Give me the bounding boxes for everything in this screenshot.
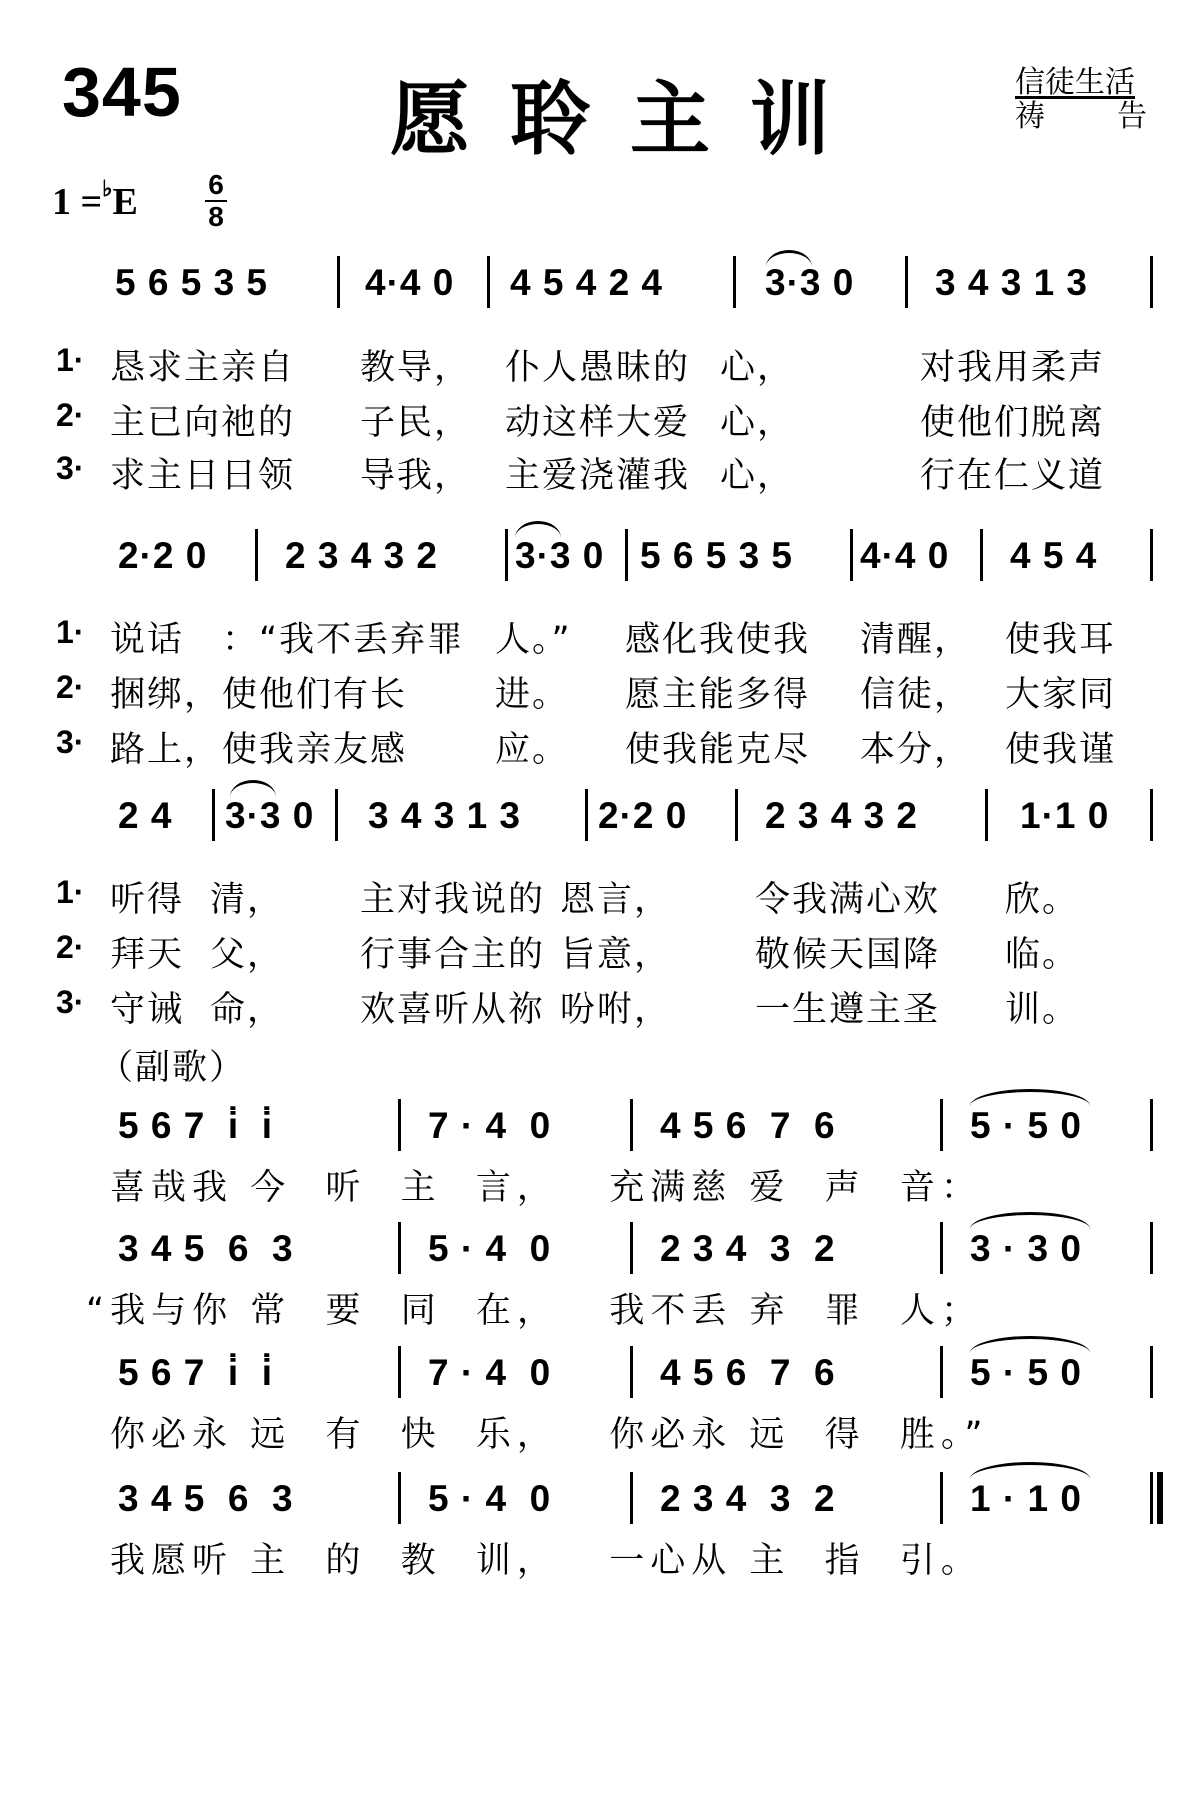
slur-mark (515, 521, 561, 538)
measure-notes: 5 · 5 0 (970, 1105, 1082, 1146)
barline (1150, 529, 1153, 581)
barline (630, 1222, 633, 1274)
barline (735, 789, 738, 841)
measure-notes: 4 5 6 7 6 (660, 1105, 836, 1146)
lyric-segment: 愿主能多得 (625, 675, 811, 715)
lyric-segment: 感化我使我 (625, 620, 811, 660)
barline (398, 1222, 401, 1274)
barline (905, 256, 908, 308)
barline (337, 256, 340, 308)
time-signature (205, 169, 227, 232)
verse-number: 1· (56, 874, 85, 910)
barline (335, 789, 338, 841)
lyric-segment: 人。” (495, 620, 572, 660)
barline (487, 256, 490, 308)
lyric-segment: 说话 (110, 620, 185, 660)
verse-number: 1· (56, 614, 85, 650)
barline (625, 529, 628, 581)
barline (940, 1222, 943, 1274)
key-note: E (112, 181, 138, 223)
measure-notes: 3 4 5 6 3 (118, 1478, 294, 1519)
chorus-lyrics: 喜哉我 今 听 主 言， 充满慈 爱 声 音： (110, 1168, 982, 1208)
final-barline (1157, 1472, 1163, 1524)
verse-number: 2· (56, 669, 85, 705)
lyric-segment: 本分， (860, 730, 972, 770)
lyric-segment: 仆人愚昧的 (505, 348, 691, 388)
lyric-segment: 一生遵主圣 (755, 990, 941, 1030)
verse-number: 1· (56, 342, 85, 378)
barline (212, 789, 215, 841)
lyric-segment: 主对我说的 (360, 880, 546, 920)
lyric-segment: 求主日日领 (110, 456, 296, 496)
category-line-1: 信徒生活 (1015, 65, 1135, 100)
lyric-segment: 行事合主的 (360, 935, 546, 975)
lyric-segment: 应。 (495, 730, 570, 770)
hymn-number: 345 (62, 53, 182, 131)
measure-notes: 4 5 6 7 6 (660, 1352, 836, 1393)
lyric-segment: 心， (720, 403, 795, 443)
lyric-segment: 动这样大爱 (505, 403, 691, 443)
lyric-segment: 拜天 (110, 935, 185, 975)
meter-top: 6 (208, 169, 224, 200)
flat-icon: ♭ (102, 176, 113, 201)
barline (1150, 1472, 1153, 1524)
category-char-b: 告 (1117, 99, 1147, 134)
measure-notes: 7 · 4 0 (428, 1352, 552, 1393)
barline (1150, 789, 1153, 841)
verse-number: 3· (56, 724, 85, 760)
measure-notes: 5 6 7 i̇ i̇ (118, 1352, 273, 1393)
measure-notes: 2 3 4 3 2 (660, 1478, 836, 1519)
slur-mark (970, 1336, 1090, 1353)
slur-mark (766, 250, 812, 267)
lyric-segment: 命， (210, 990, 285, 1030)
barline (940, 1472, 943, 1524)
lyric-segment: 主已向祂的 (110, 403, 296, 443)
lyric-segment: 清醒， (860, 620, 972, 660)
category-line-2 (1015, 100, 1147, 134)
lyric-segment: 心， (720, 348, 795, 388)
barline (255, 529, 258, 581)
lyric-segment: 子民， (360, 403, 472, 443)
lyric-segment: 敬候天国降 (755, 935, 941, 975)
measure-notes: 5 6 5 3 5 (115, 262, 269, 303)
verse-number: 3· (56, 984, 85, 1020)
measure-notes: 2·2 0 (118, 535, 208, 576)
barline (505, 529, 508, 581)
measure-notes: 1·1 0 (1020, 795, 1110, 836)
barline (398, 1472, 401, 1524)
lyric-segment: 路上， (110, 730, 222, 770)
measure-notes: 2 3 4 3 2 (765, 795, 919, 836)
lyric-segment: 行在仁义道 (920, 456, 1106, 496)
measure-notes: 4·4 0 (365, 262, 455, 303)
barline (630, 1472, 633, 1524)
lyric-segment: 清， (210, 880, 285, 920)
lyric-segment: 令我满心欢 (755, 880, 941, 920)
lyric-segment: 心， (720, 456, 795, 496)
measure-notes: 5 · 5 0 (970, 1352, 1082, 1393)
verse-number: 3· (56, 450, 85, 486)
lyric-segment: 使他们有长 (222, 675, 408, 715)
barline (630, 1346, 633, 1398)
lyric-segment: 恩言， (560, 880, 672, 920)
chorus-label: （副歌） (98, 1048, 247, 1088)
measure-notes: 3 4 3 1 3 (935, 262, 1089, 303)
lyric-segment: 旨意， (560, 935, 672, 975)
lyric-segment: 大家同 (1005, 675, 1117, 715)
lyric-segment: 训。 (1005, 990, 1080, 1030)
verse-number: 2· (56, 397, 85, 433)
lyric-segment: 父， (210, 935, 285, 975)
lyric-segment: 使我能克尽 (625, 730, 811, 770)
lyric-segment: 进。 (495, 675, 570, 715)
lyric-segment: 使他们脱离 (920, 403, 1106, 443)
lyric-segment: 欣。 (1005, 880, 1080, 920)
lyric-segment: 捆绑， (110, 675, 222, 715)
lyric-segment: 使我亲友感 (222, 730, 408, 770)
key-signature (52, 176, 138, 224)
lyric-segment: 守诫 (110, 990, 185, 1030)
barline (1150, 256, 1153, 308)
slur-mark (970, 1212, 1090, 1229)
measure-notes: 1 · 1 0 (970, 1478, 1082, 1519)
barline (940, 1346, 943, 1398)
measure-notes: 3 4 5 6 3 (118, 1228, 294, 1269)
lyric-segment: 对我用柔声 (920, 348, 1106, 388)
barline (398, 1346, 401, 1398)
lyric-segment: 信徒， (860, 675, 972, 715)
measure-notes: 5 · 4 0 (428, 1478, 552, 1519)
lyric-segment: 临。 (1005, 935, 1080, 975)
slur-mark (230, 780, 276, 797)
measure-notes: 5 6 7 i̇ i̇ (118, 1105, 273, 1146)
measure-notes: 3·3 0 (225, 795, 315, 836)
key-prefix: 1 = (52, 181, 103, 223)
barline (1150, 1222, 1153, 1274)
hymn-category (1015, 66, 1147, 134)
measure-notes: 3·3 0 (515, 535, 605, 576)
measure-notes: 4 5 4 (1010, 535, 1098, 576)
barline (940, 1099, 943, 1151)
lyric-segment: 吩咐， (560, 990, 672, 1030)
barline (850, 529, 853, 581)
meter-bottom: 8 (208, 201, 224, 232)
lyric-segment: ：“我不丢弃罪 (222, 620, 465, 660)
barline (985, 789, 988, 841)
lyric-segment: 导我， (360, 456, 472, 496)
measure-notes: 2 3 4 3 2 (660, 1228, 836, 1269)
lyric-segment: 听得 (110, 880, 185, 920)
lyric-segment: 教导， (360, 348, 472, 388)
lyric-segment: 使我谨 (1005, 730, 1117, 770)
barline (1150, 1099, 1153, 1151)
barline (398, 1099, 401, 1151)
slur-mark (970, 1462, 1090, 1479)
lyric-segment: 恳求主亲自 (110, 348, 296, 388)
verse-number: 2· (56, 929, 85, 965)
barline (630, 1099, 633, 1151)
barline (1150, 1346, 1153, 1398)
measure-notes: 2·2 0 (598, 795, 688, 836)
barline (733, 256, 736, 308)
barline (585, 789, 588, 841)
measure-notes: 4·4 0 (860, 535, 950, 576)
measure-notes: 7 · 4 0 (428, 1105, 552, 1146)
measure-notes: 4 5 4 2 4 (510, 262, 664, 303)
hymn-title: 愿聆主训 (390, 72, 870, 166)
measure-notes: 5 · 4 0 (428, 1228, 552, 1269)
measure-notes: 3 4 3 1 3 (368, 795, 522, 836)
lyric-segment: 主爱浇灌我 (505, 456, 691, 496)
chorus-lyrics: 你必永 远 有 快 乐， 你必永 远 得 胜。” (110, 1415, 989, 1455)
measure-notes: 3·3 0 (765, 262, 855, 303)
chorus-lyrics: 我愿听 主 的 教 训， 一心从 主 指 引。 (110, 1541, 982, 1581)
measure-notes: 5 6 5 3 5 (640, 535, 794, 576)
barline (980, 529, 983, 581)
chorus-lyrics: “我与你 常 要 同 在， 我不丢 弃 罪 人； (86, 1291, 983, 1331)
category-char-a: 祷 (1015, 99, 1045, 134)
slur-mark (970, 1089, 1090, 1106)
measure-notes: 3 · 3 0 (970, 1228, 1082, 1269)
lyric-segment: 欢喜听从祢 (360, 990, 546, 1030)
lyric-segment: 使我耳 (1005, 620, 1117, 660)
measure-notes: 2 3 4 3 2 (285, 535, 439, 576)
measure-notes: 2 4 (118, 795, 173, 836)
